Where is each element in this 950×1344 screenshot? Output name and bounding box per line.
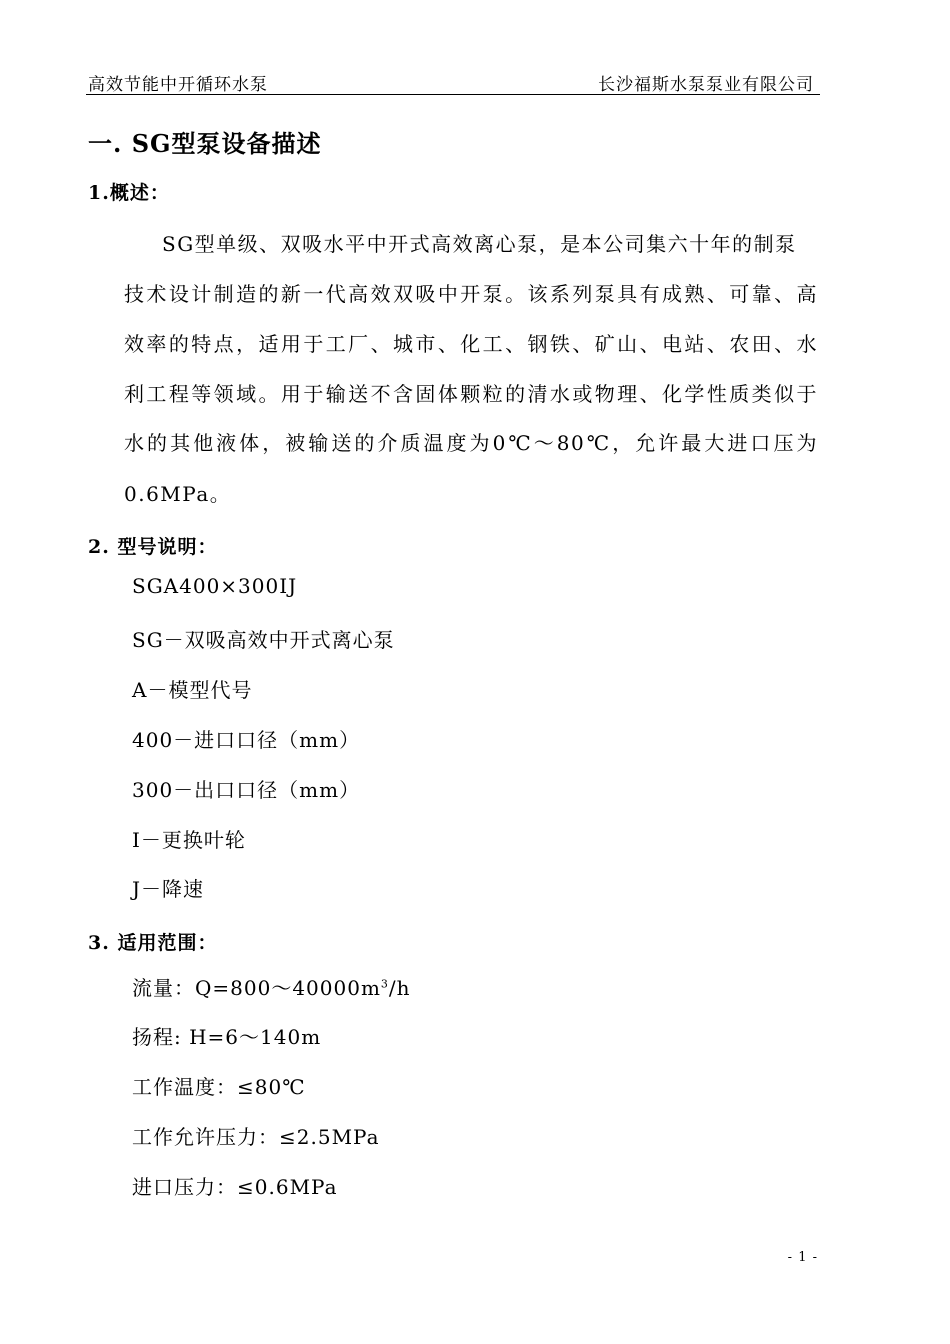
overview-line-2: 技术设计制造的新一代高效双吸中开泵。该系列泵具有成熟、可靠、高 bbox=[124, 282, 818, 306]
overview-line-6: 0.6MPa。 bbox=[124, 482, 232, 506]
model-part-a: A－模型代号 bbox=[132, 678, 253, 702]
overview-line-3: 效率的特点，适用于工厂、城市、化工、钢铁、矿山、电站、农田、水 bbox=[124, 332, 818, 356]
spec-working-pressure: 工作允许压力：≤2.5MPa bbox=[132, 1125, 380, 1149]
model-part-impeller: I－更换叶轮 bbox=[132, 828, 246, 852]
header-document-title: 高效节能中开循环水泵 bbox=[88, 75, 268, 95]
spec-working-temperature: 工作温度：≤80℃ bbox=[132, 1075, 306, 1099]
spec-head: 扬程: H=6～140m bbox=[132, 1025, 322, 1049]
header-company-name: 长沙福斯水泵泵业有限公司 bbox=[598, 75, 814, 95]
overview-line-1: SG型单级、双吸水平中开式高效离心泵，是本公司集六十年的制泵 bbox=[162, 232, 797, 256]
section-2-heading: 2. 型号说明： bbox=[88, 536, 218, 558]
spec-inlet-pressure: 进口压力：≤0.6MPa bbox=[132, 1175, 338, 1199]
overview-line-5: 水的其他液体，被输送的介质温度为0℃～80℃，允许最大进口压为 bbox=[124, 431, 818, 455]
page-title: 一. SG型泵设备描述 bbox=[88, 129, 322, 158]
spec-flow-unit-exponent: 3 bbox=[380, 977, 389, 991]
page-number: - 1 - bbox=[787, 1250, 818, 1265]
model-part-inlet: 400－进口口径（mm） bbox=[132, 728, 361, 752]
model-part-sg: SG－双吸高效中开式离心泵 bbox=[132, 628, 395, 652]
model-part-outlet: 300－出口口径（mm） bbox=[132, 778, 361, 802]
spec-flow bbox=[132, 972, 411, 1001]
section-3-heading: 3. 适用范围： bbox=[88, 932, 218, 954]
model-part-speed: J－降速 bbox=[132, 877, 205, 901]
model-code: SGA400×300IJ bbox=[132, 574, 298, 598]
section-1-heading: 1.概述： bbox=[88, 182, 170, 204]
overview-line-4: 利工程等领域。用于输送不含固体颗粒的清水或物理、化学性质类似于 bbox=[124, 382, 818, 406]
page-header bbox=[86, 66, 820, 95]
spec-flow-unit-suffix: /h bbox=[388, 976, 411, 1000]
spec-flow-value: 流量：Q=800～40000m bbox=[132, 976, 381, 1000]
